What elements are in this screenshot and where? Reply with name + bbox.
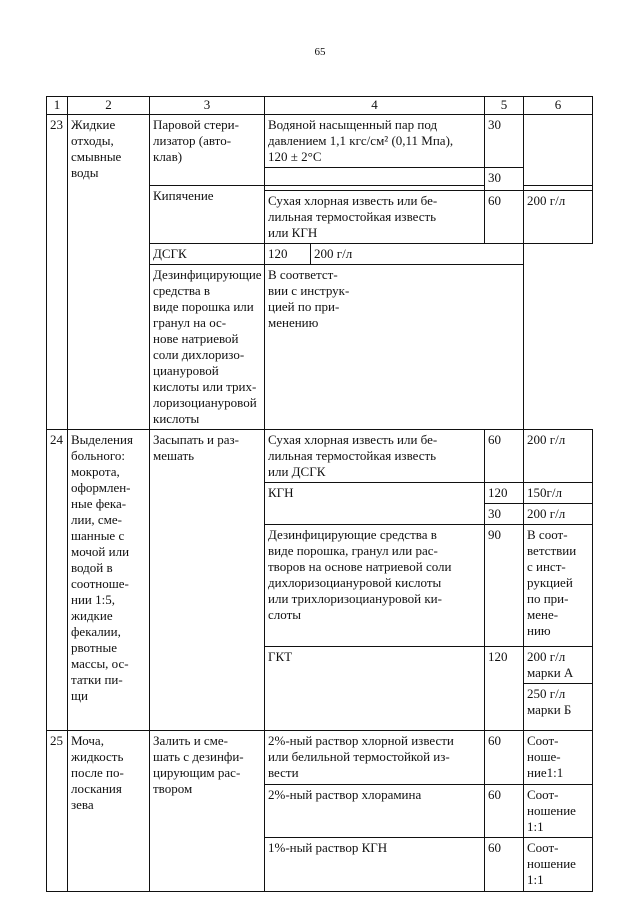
waste-object: Выделения больного: мокрота, оформлен- ные фека- лии, сме- шанные с мочой или водой в соотноше- нии 1:5, жидкие фекалии, рвотные массы, ос- татки пи- щи xyxy=(68,430,150,731)
concentration-cell xyxy=(524,647,593,731)
row-number: 24 xyxy=(47,430,68,731)
agent-cell: 2%-ный раствор хлорной извести или белильной термостойкой из- вести xyxy=(265,731,485,785)
concentration-cell: 200 г/л xyxy=(524,191,593,244)
concentration-grade-b: 250 г/л марки Б xyxy=(527,686,572,717)
agent-dcc-powder: Дезинфицирующие средства в виде порошка или гранул на ос- нове натриевой соли дихлоризо- циануровой кислоты или трих- лоризоциануровой кислоты xyxy=(153,267,262,426)
concentration-cell: 150г/л xyxy=(524,483,593,504)
waste-object: Моча, жидкость после по- лоскания зева xyxy=(68,731,150,892)
table-header-row xyxy=(47,97,593,115)
header-col-2: 2 xyxy=(68,97,150,115)
method-cell: Паровой стери- лизатор (авто- клав) xyxy=(150,115,265,186)
row-number: 23 xyxy=(47,115,68,430)
page-number: 65 xyxy=(314,46,326,58)
agent-cell: Сухая хлорная известь или бе- лильная термостойкая известь или КГН xyxy=(265,191,485,244)
concentration-cell: В соот- ветствии с инст- рукцией по при- мене- нию xyxy=(524,525,593,647)
concentration-cell: 200 г/л xyxy=(524,504,593,525)
concentration-cell: Соот- ношение 1:1 xyxy=(524,785,593,838)
agent-cell: Сухая хлорная известь или бе- лильная термостойкая известь или ДСГК xyxy=(265,430,485,483)
agent-cell: 1%-ный раствор КГН xyxy=(265,838,485,892)
disinfection-table xyxy=(46,96,593,892)
time-dsgk: 120 xyxy=(265,244,311,264)
agent-cell: Дезинфицирующие средства в виде порошка, гранул или рас- творов на основе натриевой соли дихлоризоциануровой кислоты или трихлоризоциануровой ки- слоты xyxy=(265,525,485,647)
concentration-cell: 200 г/л xyxy=(524,430,593,483)
concentration-grade-a: 200 г/л марки А xyxy=(524,647,592,684)
concentration-cell: Соот- ноше- ние1:1 xyxy=(524,731,593,785)
header-col-4: 4 xyxy=(265,97,485,115)
time-cell: 30 xyxy=(485,168,524,191)
agent-cell: КГН xyxy=(265,483,485,525)
agent-cell: ГКТ xyxy=(265,647,485,731)
time-concentration-cell xyxy=(265,244,524,430)
waste-object: Жидкие отходы, смывные воды xyxy=(68,115,150,430)
time-cell: 60 xyxy=(485,838,524,892)
concentration-cell: Соот- ношение 1:1 xyxy=(524,838,593,892)
concentration-dsgk: 200 г/л xyxy=(314,246,353,261)
agent-cell: Водяной насыщенный пар под давлением 1,1 кгс/см² (0,11 Мпа), 120 ± 2°С xyxy=(265,115,485,168)
time-cell: 60 xyxy=(485,191,524,244)
concentration-dcc-powder: В соответст- вии с инструк- цией по при- менению xyxy=(268,267,350,330)
table-row xyxy=(47,430,593,483)
header-col-5: 5 xyxy=(485,97,524,115)
agent-cell xyxy=(150,244,265,430)
method-cell: Засыпать и раз- мешать xyxy=(150,430,265,731)
time-cell: 30 xyxy=(485,115,524,168)
method-cell: Залить и сме- шать с дезинфи- цирующим рас- твором xyxy=(150,731,265,892)
header-col-3: 3 xyxy=(150,97,265,115)
table-row xyxy=(47,115,593,168)
method-cell: Кипячение xyxy=(150,186,265,244)
time-cell: 30 xyxy=(485,504,524,525)
time-cell: 60 xyxy=(485,731,524,785)
header-col-6: 6 xyxy=(524,97,593,115)
row-number: 25 xyxy=(47,731,68,892)
time-cell: 90 xyxy=(485,525,524,647)
table-row xyxy=(47,731,593,785)
agent-cell xyxy=(265,168,485,186)
header-col-1: 1 xyxy=(47,97,68,115)
agent-cell: 2%-ный раствор хлорамина xyxy=(265,785,485,838)
concentration-cell xyxy=(524,115,593,186)
time-cell: 120 xyxy=(485,647,524,731)
time-cell: 120 xyxy=(485,483,524,504)
agent-dsgk: ДСГК xyxy=(150,244,264,265)
time-cell: 60 xyxy=(485,785,524,838)
time-cell: 60 xyxy=(485,430,524,483)
